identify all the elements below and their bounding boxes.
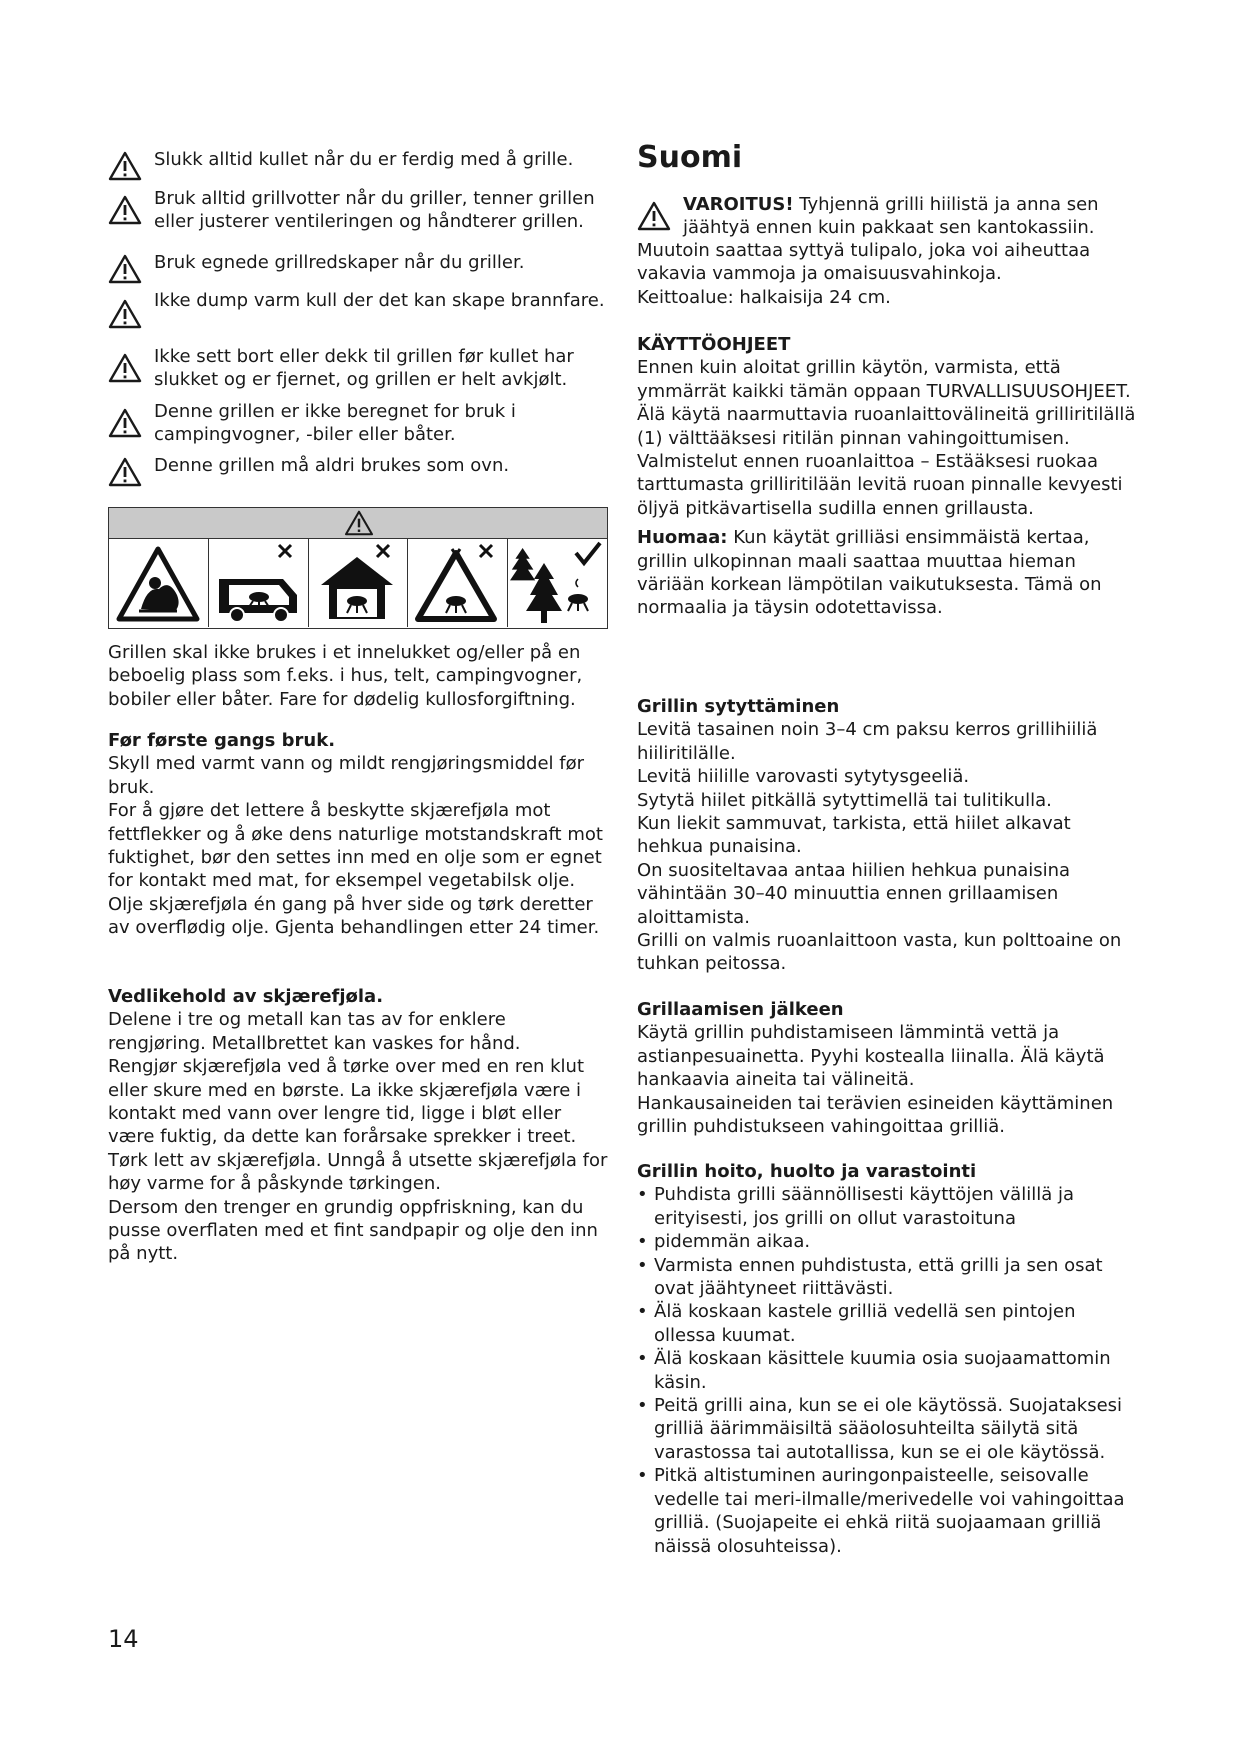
warning-item <box>108 400 608 446</box>
list-item: • Peitä grilli aina, kun se ei ole käytössä. Suojataksesi grilliä äärimmäisiltä sääolosuhteilta säilytä sitä varastossa tai autotallissa, kun se ei ole käytössä. <box>637 1394 1137 1464</box>
caption-text: Grillen skal ikke brukes i et innelukket og/eller på en beboelig plass som f.eks. i hus, telt, campingvogner, bobiler eller båter. Fare for dødelig kullosforgiftning. <box>108 642 583 710</box>
warning-icon <box>108 353 142 383</box>
maintenance-paragraph: Delene i tre og metall kan tas av for enklere rengjøring. Metallbrettet kan vaskes for hånd. <box>108 1009 521 1054</box>
first-use-heading: Før første gangs bruk. <box>108 730 336 751</box>
instructions-paragraph: Ennen kuin aloitat grillin käytön, varmista, että ymmärrät kaikki tämän oppaan TURVALLISUUSOHJEET. <box>637 357 1131 402</box>
cooking-area-text: Keittoalue: halkaisija 24 cm. <box>637 286 891 308</box>
warning-item <box>108 187 608 233</box>
lighting-section <box>637 695 1137 976</box>
after-heading: Grillaamisen jälkeen <box>637 999 844 1020</box>
warning-icon <box>108 299 142 329</box>
warning-text: Bruk egnede grillredskaper når du griller. <box>154 252 525 273</box>
first-use-section <box>108 729 608 940</box>
carbon-monoxide-icon <box>109 539 207 627</box>
note-text: Kun käytät grilliäsi ensimmäistä kertaa, grillin ulkopinnan maali saattaa muuttaa hieman väriään korkean lämpötilan vaikutuksesta. Tämä on normaalia ja täysin odotettavissa. <box>637 527 1102 619</box>
pictogram-no-house <box>309 539 409 627</box>
pictogram-caption <box>108 641 608 711</box>
lighting-paragraph: Levitä hiilille varovasti sytytysgeeliä. <box>637 766 970 788</box>
lighting-heading: Grillin sytyttäminen <box>637 696 840 717</box>
warning-item <box>108 251 608 274</box>
pictogram-no-vehicle <box>209 539 309 627</box>
warning-item <box>108 289 608 312</box>
first-use-paragraph: Skyll med varmt vann og mildt rengjøringsmiddel før bruk. <box>108 753 585 798</box>
after-grilling-section <box>637 998 1137 1138</box>
maintenance-paragraph: Dersom den trenger en grundig oppfriskning, kan du pusse overflaten med et fint sandpapir og olje den inn på nytt. <box>108 1196 598 1265</box>
pictogram-no-tent <box>408 539 508 627</box>
lighting-paragraph: Grilli on valmis ruoanlaittoon vasta, kun polttoaine on tuhkan peitossa. <box>637 930 1122 975</box>
note-label: Huomaa: <box>637 527 728 549</box>
warning-icon <box>108 254 142 284</box>
list-item: • Älä koskaan kastele grilliä vedellä sen pintojen ollessa kuumat. <box>637 1300 1137 1347</box>
list-item: • Pitkä altistuminen auringonpaisteelle, seisovalle vedelle tai meri-ilmalle/merivedelle voi vahingoittaa grilliä. (Suojapeite ei ehkä riitä suojaamaan grilliä näissä olosuhteissa). <box>637 1464 1137 1558</box>
warning-icon <box>108 408 142 438</box>
maintenance-paragraph: Rengjør skjærefjøla ved å tørke over med en ren klut eller skure med en børste. La ikke skjærefjøla være i kontakt med vann over lengre tid, ligge i bløt eller være fuktig, da dette kan forårsake sprekker i treet. Tørk lett av skjærefjøla. Unngå å utsette skjærefjøla for høy varme for å påskynde tørkingen. <box>108 1056 608 1195</box>
lighting-paragraph: Levitä tasainen noin 3–4 cm paksu kerros grillihiiliä hiiliritilälle. <box>637 719 1098 764</box>
instructions-section <box>637 333 1137 620</box>
language-title: Suomi <box>637 140 743 175</box>
page-number: 14 <box>108 1625 139 1653</box>
warning-label: VAROITUS! <box>683 194 794 215</box>
warning-text: Denne grillen er ikke beregnet for bruk i campingvogner, -biler eller båter. <box>154 401 516 445</box>
warning-text: Tyhjennä grilli hiilistä ja anna sen jäähtyä ennen kuin pakkaat sen kantokassiin. <box>683 194 1099 238</box>
warning-item <box>108 345 608 391</box>
pictogram-carbon-monoxide <box>109 539 209 627</box>
instructions-paragraph: Älä käytä naarmuttavia ruoanlaittovälineitä grilliritilällä (1) välttääksesi ritilän pinnan vahingoittumisen. <box>637 404 1136 449</box>
warning-item <box>108 148 608 171</box>
warning-text: Bruk alltid grillvotter når du griller, tenner grillen eller justerer ventileringen og håndterer grillen. <box>154 188 595 232</box>
note-paragraph <box>637 526 1137 620</box>
maintenance-section <box>108 985 608 1266</box>
instructions-paragraph: Valmistelut ennen ruoanlaittoa – Estääksesi ruokaa tarttumasta grilliritilään levitä ruoan pinnalle kevyesti öljyä pitkävartisella sudilla ennen grillausta. <box>637 451 1123 519</box>
lighting-paragraph: On suositeltavaa antaa hiilien hehkua punaisina vähintään 30–40 minuuttia ennen grillaamisen aloittamista. <box>637 859 1071 928</box>
warning-continuation-text: Muutoin saattaa syttyä tulipalo, joka voi aiheuttaa vakavia vammoja ja omaisuusvahinkoja. <box>637 240 1091 285</box>
first-use-paragraph: For å gjøre det lettere å beskytte skjærefjøla mot fettflekker og å øke dens naturlige motstandskraft mot fuktighet, bør den settes inn med en olje som er egnet for kontakt med mat, for eksempel vegetabilsk olje. Olje skjærefjøla én gang på hver side og tørk deretter av overflødig olje. Gjenta behandlingen etter 24 timer. <box>108 800 603 939</box>
instructions-heading: KÄYTTÖOHJEET <box>637 334 791 355</box>
lighting-paragraph: Kun liekit sammuvat, tarkista, että hiilet alkavat hehkua punaisina. <box>637 813 1071 858</box>
warning-icon <box>344 510 374 536</box>
warning-icon <box>108 457 142 487</box>
outdoor-allowed-icon <box>508 539 606 627</box>
list-item: • Puhdista grilli säännöllisesti käyttöjen välillä ja erityisesti, jos grilli on ollut varastoituna <box>637 1183 1137 1230</box>
list-item: • Älä koskaan käsittele kuumia osia suojaamattomin käsin. <box>637 1347 1137 1394</box>
no-campervan-icon <box>209 539 307 627</box>
warning-text: Denne grillen må aldri brukes som ovn. <box>154 455 510 476</box>
warning-text: Ikke dump varm kull der det kan skape brannfare. <box>154 290 605 311</box>
safety-pictogram-panel <box>108 507 608 629</box>
warning-icon <box>108 151 142 181</box>
warning-icon <box>108 195 142 225</box>
care-heading: Grillin hoito, huolto ja varastointi <box>637 1161 977 1182</box>
list-item: • Varmista ennen puhdistusta, että grilli ja sen osat ovat jäähtyneet riittävästi. <box>637 1254 1137 1301</box>
pictogram-outdoor-ok <box>508 539 607 627</box>
warning-icon <box>637 201 671 231</box>
warning-text: Slukk alltid kullet når du er ferdig med å grille. <box>154 149 574 170</box>
after-paragraph: Käytä grillin puhdistamiseen lämmintä vettä ja astianpesuainetta. Pyyhi kostealla liinalla. Älä käytä hankaavia aineita tai välineitä. <box>637 1022 1105 1091</box>
no-house-icon <box>309 539 407 627</box>
after-paragraph: Hankausaineiden tai terävien esineiden käyttäminen grillin puhdistukseen vahingoittaa grilliä. <box>637 1092 1114 1138</box>
warning-text: Ikke sett bort eller dekk til grillen før kullet har slukket og er fjernet, og grillen er helt avkjølt. <box>154 346 574 390</box>
maintenance-heading: Vedlikehold av skjærefjøla. <box>108 986 384 1007</box>
no-tent-icon <box>408 539 506 627</box>
warning-continuation <box>637 239 1137 309</box>
care-list <box>637 1183 1137 1558</box>
list-item: • pidemmän aikaa. <box>637 1230 1137 1253</box>
lighting-paragraph: Sytytä hiilet pitkällä sytyttimellä tai tulitikulla. <box>637 789 1052 811</box>
pictogram-header <box>109 508 607 539</box>
varoitus-warning <box>637 193 1137 239</box>
care-section <box>637 1160 1137 1558</box>
warning-item <box>108 454 608 477</box>
